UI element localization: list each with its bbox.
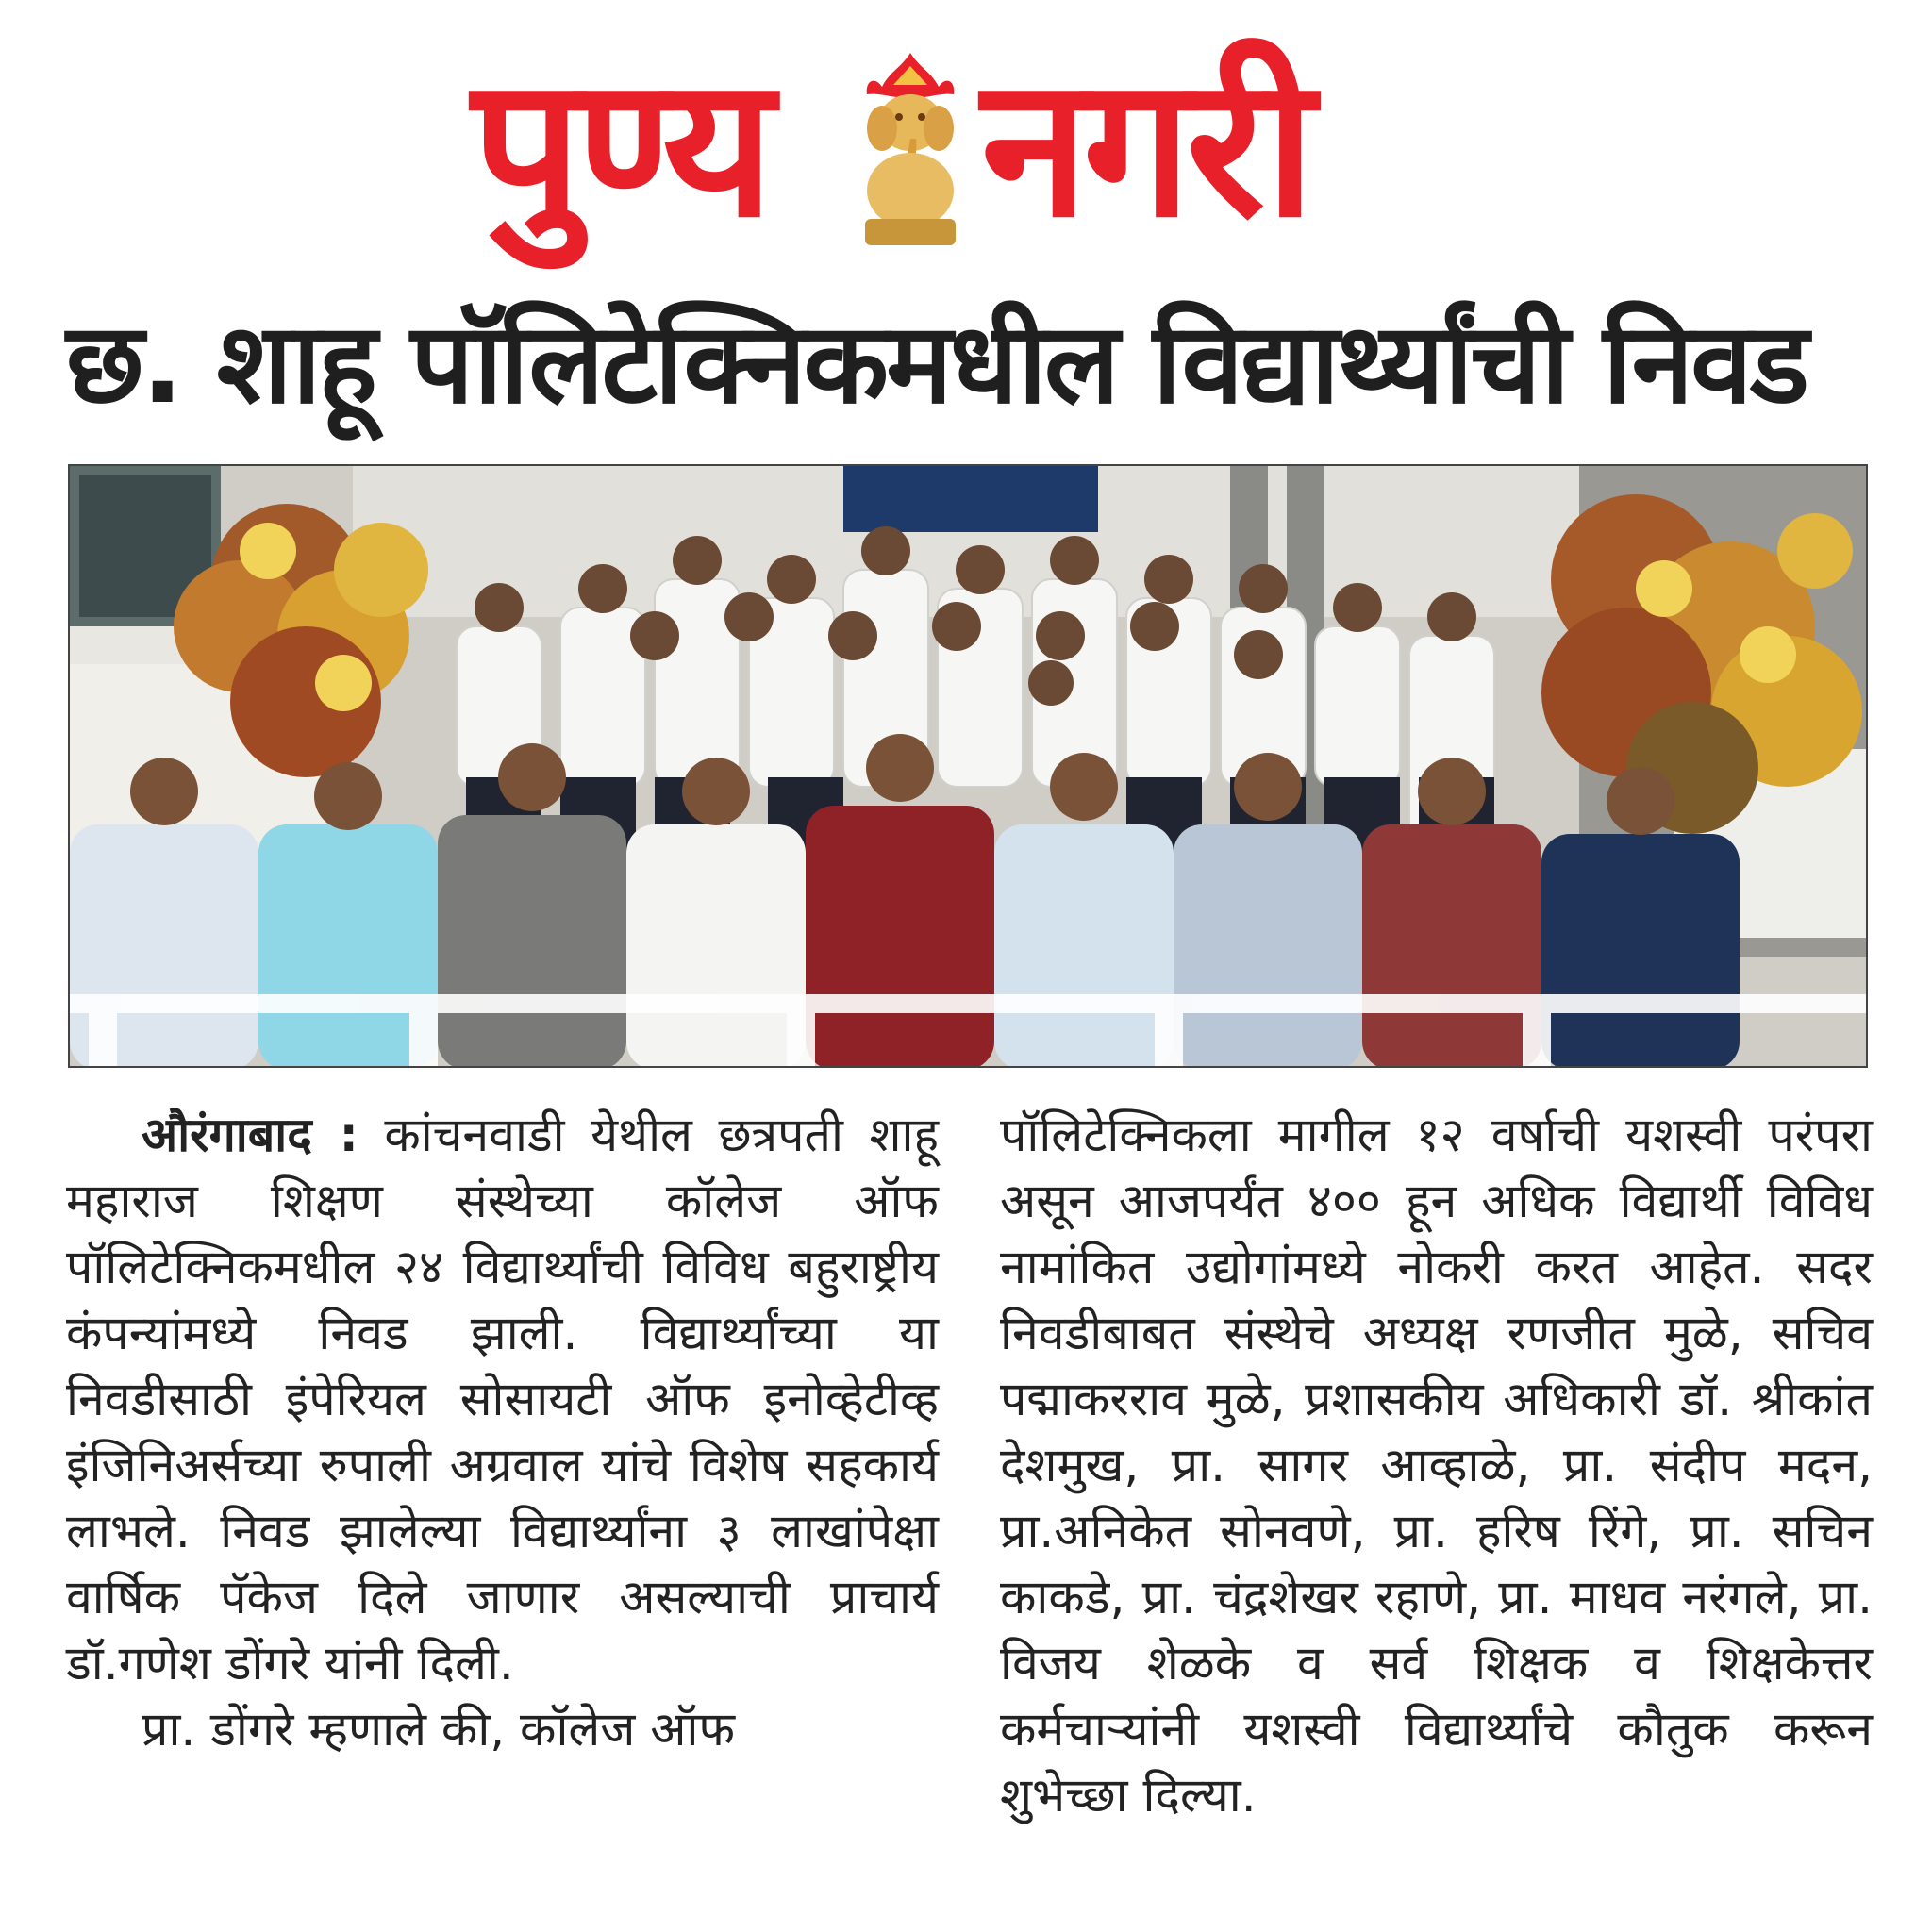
masthead-word-1: पुण्य bbox=[472, 36, 769, 260]
article-paragraph-1-text: कांचनवाडी येथील छत्रपती शाहू महाराज शिक्षण संस्थेच्या कॉलेज ऑफ पॉलिटेक्निकमधील २४ विद्यार्थ्यांची विविध बहुराष्ट्रीय कंपन्यांमध्ये निवड झाली. विद्यार्थ्यांच्या या निवडीसाठी इंपेरियल सोसायटी ऑफ इनोव्हेटीव्ह इंजिनिअर्सच्या रुपाली अग्रवाल यांचे विशेष सहकार्य लाभले. निवड झालेल्या विद्यार्थ्यांना ३ लाखांपेक्षा वार्षिक पॅकेज दिले जाणार असल्याची प्राचार्य डॉ.गणेश डोंगरे यांनी दिली. bbox=[66, 1108, 940, 1690]
article-dateline: औरंगाबाद : bbox=[142, 1108, 358, 1162]
group-photo-illustration bbox=[70, 466, 1866, 1066]
article-paragraph-2 bbox=[66, 1696, 939, 1762]
article-paragraph-2-text: प्रा. डोंगरे म्हणाले की, कॉलेज ऑफ bbox=[142, 1702, 736, 1757]
article-headline: छ. शाहू पॉलिटेक्निकमधील विद्यार्थ्यांची निवड bbox=[66, 298, 1807, 428]
group-photo bbox=[68, 464, 1868, 1068]
masthead-word-2: नगरी bbox=[981, 36, 1310, 260]
article-paragraph-1 bbox=[66, 1102, 939, 1696]
masthead-logo bbox=[472, 21, 1472, 275]
ganesha-idol-icon bbox=[844, 49, 976, 252]
article-column-left bbox=[66, 1102, 939, 1762]
article-column-right bbox=[1000, 1102, 1873, 1828]
article-paragraph-3: पॉलिटेक्निकला मागील १२ वर्षाची यशस्वी परंपरा असून आजपर्यंत ४०० हून अधिक विद्यार्थी विविध नामांकित उद्योगांमध्ये नोकरी करत आहेत. सदर निवडीबाबत संस्थेचे अध्यक्ष रणजीत मुळे, सचिव पद्माकरराव मुळे, प्रशासकीय अधिकारी डॉ. श्रीकांत देशमुख, प्रा. सागर आव्हाळे, प्रा. संदीप मदन, प्रा.अनिकेत सोनवणे, प्रा. हरिष रिंगे, प्रा. सचिन काकडे, प्रा. चंद्रशेखर रहाणे, प्रा. माधव नरंगले, प्रा. विजय शेळके व सर्व शिक्षक व शिक्षकेत्तर कर्मचाऱ्यांनी यशस्वी विद्यार्थ्यांचे कौतुक करून शुभेच्छा दिल्या. bbox=[1000, 1108, 1873, 1823]
